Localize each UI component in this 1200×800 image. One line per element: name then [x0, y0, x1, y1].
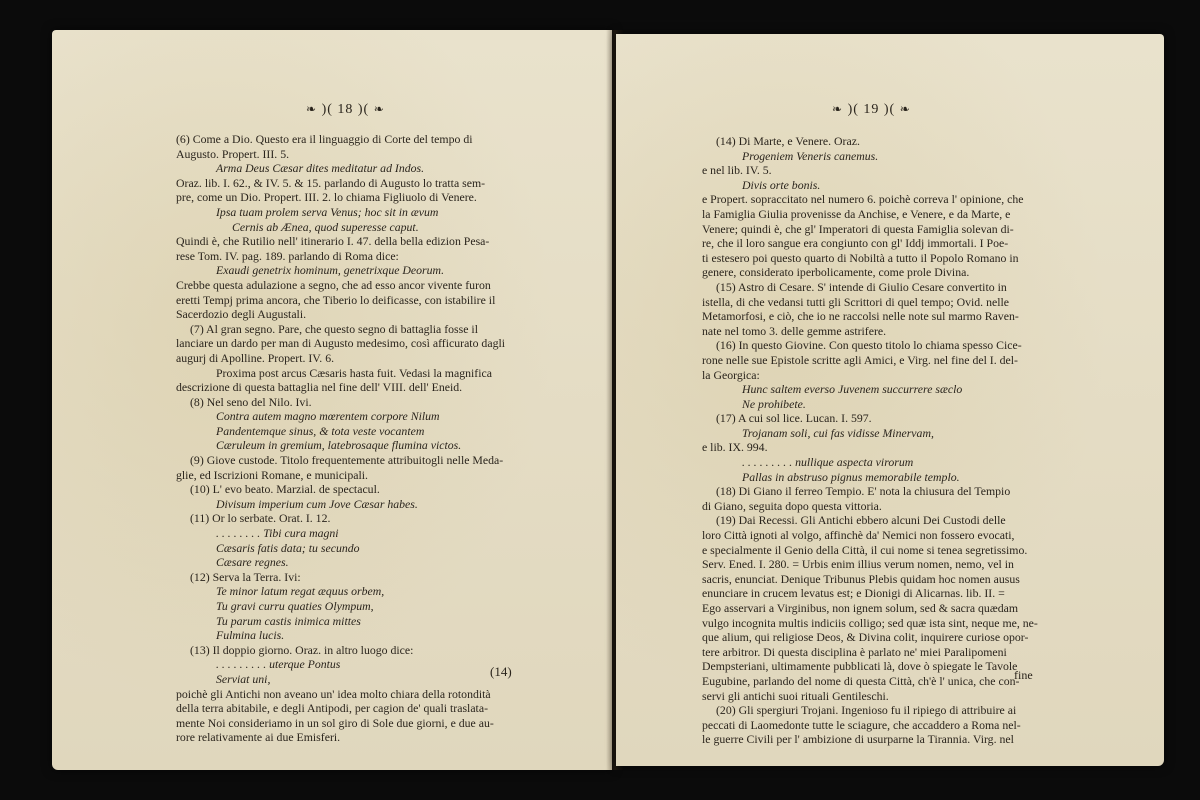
left-page	[52, 30, 612, 770]
text-line: pre, come un Dio. Propert. III. 2. lo chiama Figliuolo di Venere.	[176, 190, 477, 205]
text-line: loro Città ignoti al volgo, affinchè da' Nemici non fossero evocati,	[702, 528, 1015, 543]
text-line: Ne prohibete.	[742, 396, 806, 411]
text-line: enunciare in crucem levatus est; e Dionigi di Alicarnas. lib. II. =	[702, 586, 1005, 601]
text-line: Contra autem magno mœrentem corpore Nilum	[216, 409, 440, 424]
text-line: Ipsa tuam prolem serva Venus; hoc sit in ævum	[216, 204, 439, 219]
text-line: Cæsare regnes.	[216, 555, 289, 570]
text-line: Serv. Ened. I. 280. = Urbis enim illius verum nomen, nemo, vel in	[702, 557, 1014, 572]
text-line: Exaudi genetrix hominum, genetrixque Deorum.	[216, 263, 445, 278]
page-header	[306, 102, 385, 118]
text-line: Augusto. Propert. III. 5.	[176, 146, 290, 161]
text-line: augurj di Apolline. Propert. IV. 6.	[176, 350, 335, 365]
text-line: (20) Gli spergiuri Trojani. Ingenioso fu il ripiego di attribuire ai	[716, 703, 1017, 718]
text-line: e specialmente il Genio della Città, il cui nome si tenea segretissimo.	[702, 542, 1028, 557]
text-line: Cæsaris fatis data; tu secundo	[216, 540, 360, 555]
text-line: Ego asservari a Virginibus, non ignem solum, sed & sacra quædam	[702, 601, 1019, 615]
text-line: Arma Deus Cæsar dites meditatur ad Indos.	[216, 161, 425, 176]
text-line: . . . . . . . . Tibi cura magni	[216, 526, 339, 541]
fleuron-ornament-icon: ❧	[373, 102, 385, 116]
catchword: fine	[1014, 668, 1033, 682]
text-line: (19) Dai Recessi. Gli Antichi ebbero alcuni Dei Custodi delle	[716, 513, 1006, 528]
text-line: nate nel tomo 3. delle gemme astrifere.	[702, 323, 887, 338]
text-line: rore relativamente ai due Emisferi.	[176, 730, 341, 745]
text-line: genere, considerato iperbolicamente, come prole Divina.	[702, 265, 970, 280]
text-line: que alium, qui religiose Deos, & Divina colit, inquirere curiose opor-	[702, 630, 1029, 645]
text-line: (15) Astro di Cesare. S' intende di Giulio Cesare convertito in	[716, 279, 1007, 294]
text-line: eretti Tempj prima ancora, che Tiberio lo deificasse, con istabilire il	[176, 292, 496, 307]
text-line: Trojanam soli, cui fas vidisse Minervam,	[742, 425, 934, 440]
text-line: vulgo incognita multis indiciis colligo; sed quæ ista sint, neque me, ne-	[702, 615, 1038, 630]
text-line: sacris, enunciat. Denique Tribunus Plebis quidam hoc nomen ausus	[702, 571, 1020, 586]
text-line: re, che il loro sangue era congiunto con gl' Iddj immortali. I Poe-	[702, 236, 1009, 251]
text-line: peccati di Laomedonte tutte le sciagure, che accaddero a Roma nel-	[702, 717, 1021, 732]
text-line: Divisum imperium cum Jove Cæsar habes.	[216, 496, 418, 511]
text-line: Dempsteriani, ultimamente pubblicati là, dove ò spiegate le Tavole	[702, 659, 1018, 674]
text-line: della terra abitabile, e degli Antipodi, per cagion de' quali traslata-	[176, 701, 489, 716]
text-line: Divis orte bonis.	[742, 177, 821, 192]
text-line: di Giano, seguita dopo questa vittoria.	[702, 498, 882, 513]
text-line: ti estesero poi questo quarto di Nobiltà a tutto il Popolo Romano in	[702, 250, 1019, 265]
text-line: Progeniem Veneris canemus.	[742, 148, 879, 163]
fleuron-ornament-icon: ❧	[306, 102, 318, 116]
text-line: Metamorfosi, e ciò, che io ne raccolsi nelle note sul marmo Raven-	[702, 309, 1019, 324]
page-number: )( 19 )(	[847, 102, 896, 117]
right-page-text	[702, 134, 1102, 747]
text-line: la Famiglia Giulia provenisse da Anchise, e Venere, e da Marte, e	[702, 206, 1011, 221]
text-line: glie, ed Iscrizioni Romane, e municipali.	[176, 467, 368, 482]
text-line: Hunc saltem everso Juvenem succurrere sæclo	[742, 382, 963, 397]
text-line: Cæruleum in gremium, latebrosaque flumina victos.	[216, 438, 462, 453]
text-line: Fulmina lucis.	[216, 628, 285, 643]
text-line: Proxima post arcus Cæsaris hasta fuit. Vedasi la magnifica	[216, 365, 492, 380]
text-line: . . . . . . . . . uterque Pontus	[216, 657, 341, 672]
fleuron-ornament-icon: ❧	[899, 102, 911, 116]
page-header	[832, 102, 911, 118]
fleuron-ornament-icon: ❧	[832, 102, 844, 116]
text-line: (18) Di Giano il ferreo Tempio. E' nota la chiusura del Tempio	[716, 484, 1011, 499]
text-line: Venere; quindi è, che gl' Imperatori di questa Famiglia solevan di-	[702, 221, 1014, 236]
text-line: (10) L' evo beato. Marzial. de spectacul.	[190, 482, 380, 497]
text-line: (14) Di Marte, e Venere. Oraz.	[716, 134, 860, 148]
text-line: rone nelle sue Epistole scritte agli Amici, e Virg. nel fine del I. del-	[702, 352, 1018, 367]
text-line: Tu parum castis inimica mittes	[216, 613, 361, 628]
text-line: (13) Il doppio giorno. Oraz. in altro luogo dice:	[190, 642, 414, 657]
text-line: (9) Giove custode. Titolo frequentemente attribuitogli nelle Meda-	[190, 453, 504, 468]
text-line: servi gli antichi suoi rituali Gentileschi.	[702, 688, 889, 703]
text-line: (16) In questo Giovine. Con questo titolo lo chiama spesso Cice-	[716, 338, 1022, 353]
text-line: e lib. IX. 994.	[702, 440, 768, 455]
text-line: e nel lib. IV. 5.	[702, 163, 772, 178]
text-line: (6) Come a Dio. Questo era il linguaggio di Corte del tempo di	[176, 132, 473, 146]
left-page-text	[176, 132, 568, 745]
text-line: descrizione di questa battaglia nel fine dell' VIII. dell' Eneid.	[176, 380, 463, 395]
text-line: Oraz. lib. I. 62., & IV. 5. & 15. parlando di Augusto lo tratta sem-	[176, 175, 486, 190]
text-line: Eugubine, parlando del nome di questa Città, ch'è l' unica, che con-	[702, 673, 1020, 688]
text-line: lanciare un dardo per man di Augusto medesimo, così afficurato dagli	[176, 336, 506, 351]
text-line: Pallas in abstruso pignus memorabile templo.	[742, 469, 960, 484]
text-line: Pandentemque sinus, & tota veste vocantem	[216, 423, 425, 438]
text-line: Te minor latum regat æquus orbem,	[216, 584, 385, 599]
text-line: (12) Serva la Terra. Ivi:	[190, 569, 301, 584]
text-line: Serviat uni,	[216, 671, 271, 686]
text-line: rese Tom. IV. pag. 189. parlando di Roma dice:	[176, 248, 399, 263]
text-line: Cernis ab Ænea, quod superesse caput.	[232, 219, 419, 234]
text-line: Quindi è, che Rutilio nell' itinerario I. 47. della bella edizion Pesa-	[176, 234, 490, 249]
text-line: mente Noi consideriamo in un sol giro di Sole due giorni, e due au-	[176, 715, 494, 730]
text-line: le guerre Civili per l' ambizione di usurparne la Tirannia. Virg. nel	[702, 732, 1014, 747]
text-line: Sacerdozio degli Augustali.	[176, 307, 307, 322]
text-line: (7) Al gran segno. Pare, che questo segno di battaglia fosse il	[190, 321, 478, 336]
text-line: (11) Or lo serbate. Orat. I. 12.	[190, 511, 331, 526]
text-line: Crebbe questa adulazione a segno, che ad esso ancor vivente furon	[176, 277, 491, 292]
signature-mark: (14)	[490, 664, 512, 679]
text-line: Tu gravi curru quaties Olympum,	[216, 599, 374, 613]
text-line: la Georgica:	[702, 367, 760, 382]
right-page	[616, 34, 1164, 766]
text-line: istella, di che vedansi tutti gli Scrittori di quel tempo; Ovid. nelle	[702, 294, 1009, 309]
page-number: )( 18 )(	[321, 102, 370, 117]
text-line: . . . . . . . . . nullique aspecta virorum	[742, 455, 914, 470]
text-line: e Propert. sopraccitato nel numero 6. poichè correva l' opinione, che	[702, 192, 1024, 207]
text-line: (17) A cui sol lice. Lucan. I. 597.	[716, 411, 872, 426]
text-line: (8) Nel seno del Nilo. Ivi.	[190, 394, 312, 409]
text-line: tere arbitror. Di questa disciplina è parlato ne' miei Paralipomeni	[702, 644, 1007, 659]
text-line: poichè gli Antichi non aveano un' idea molto chiara della rotondità	[176, 686, 491, 701]
